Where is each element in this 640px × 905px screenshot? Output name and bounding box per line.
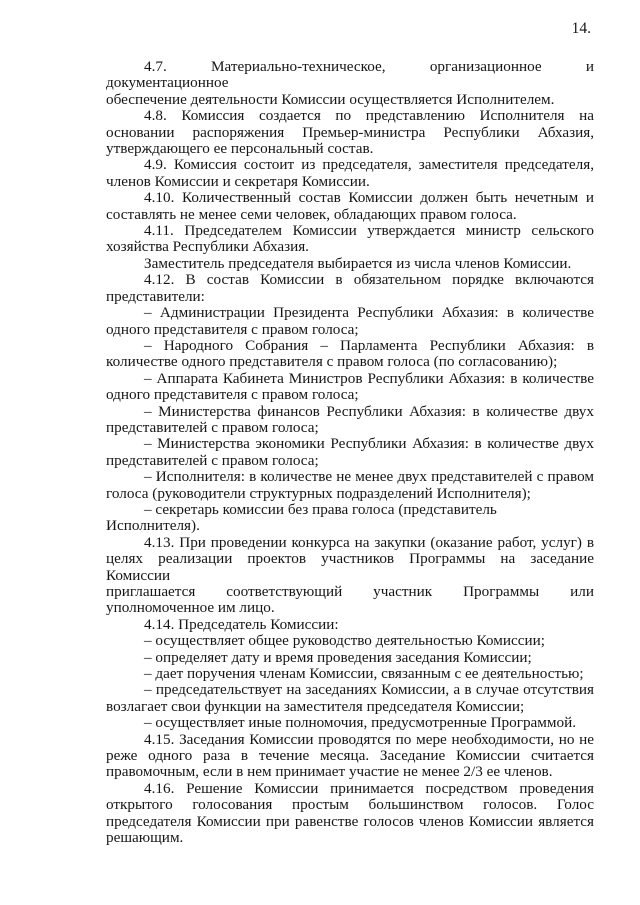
paragraph (106, 633, 594, 649)
text-line: 4.7. Материально-техническое, организационное и документационное (106, 58, 594, 92)
text-line: 4.10. Количественный состав Комиссии должен быть нечетным и (144, 189, 594, 207)
text-line: – определяет дату и время проведения заседания Комиссии; (144, 648, 532, 666)
text-line: – секретарь комиссии без права голоса (представитель Исполнителя). (106, 500, 497, 535)
text-line: – Исполнителя: в количестве не менее двух представителей с правом (144, 468, 594, 486)
text-line: членов Комиссии и секретаря Комиссии. (106, 172, 370, 190)
paragraph (106, 732, 594, 781)
text-line: одного представителя с правом голоса; (106, 320, 359, 338)
paragraph (106, 108, 594, 157)
paragraph (106, 223, 594, 256)
text-line: реже одного раза в течение месяца. Заседание Комиссии считается (106, 747, 594, 765)
text-line: основании распоряжения Премьер-министра Республики Абхазия, (106, 123, 594, 141)
text-line: составлять не менее семи человек, обладающих правом голоса. (106, 205, 517, 223)
text-line: – дает поручения членам Комиссии, связанным с ее деятельностью; (144, 665, 584, 683)
text-line: – Администрации Президента Республики Абхазия: в количестве (144, 304, 594, 322)
text-line: одного представителя с правом голоса; (106, 386, 359, 404)
text-line: целях реализации проектов участников Программы на заседание Комиссии (106, 550, 594, 584)
paragraph (106, 781, 594, 847)
text-line: возлагает свои функции на заместителя председателя Комиссии; (106, 697, 525, 715)
text-line: – осуществляет общее руководство деятельностью Комиссии; (144, 632, 545, 650)
page-number: 14. (571, 20, 591, 37)
text-line: голоса (руководители структурных подразделений Исполнителя); (106, 484, 531, 502)
text-line: приглашается соответствующий участник Программы или (106, 583, 594, 600)
text-line: – председательствует на заседаниях Комиссии, а в случае отсутствия (144, 681, 594, 699)
paragraph (106, 650, 594, 666)
paragraph (106, 404, 594, 437)
paragraph (106, 190, 594, 223)
paragraph (106, 157, 594, 190)
text-line: 4.13. При проведении конкурса на закупки (оказание работ, услуг) в (144, 533, 594, 551)
text-line: представители: (106, 287, 205, 305)
document-body (106, 59, 594, 847)
paragraph (106, 666, 594, 682)
paragraph (106, 305, 594, 338)
paragraph (106, 682, 594, 715)
text-line: 4.9. Комиссия состоит из председателя, заместителя председателя, (144, 156, 594, 174)
text-line: решающим. (106, 829, 184, 847)
text-line: – Министерства экономики Республики Абхазия: в количестве двух (144, 435, 594, 453)
text-line: – Министерства финансов Республики Абхазия: в количестве двух (144, 402, 594, 420)
text-line: представителей с правом голоса; (106, 451, 319, 469)
paragraph (106, 371, 594, 404)
text-line: 4.12. В состав Комиссии в обязательном порядке включаются (144, 271, 594, 289)
paragraph (106, 535, 594, 617)
paragraph (106, 338, 594, 371)
text-line: хозяйства Республики Абхазия. (106, 238, 309, 256)
text-line: утверждающего ее персональный состав. (106, 140, 374, 158)
text-line: – Народного Собрания – Парламента Республики Абхазия: в (144, 336, 594, 354)
paragraph (106, 469, 594, 502)
text-line: уполномоченное им лицо. (106, 599, 275, 617)
paragraph (106, 502, 594, 535)
paragraph (106, 272, 594, 305)
paragraph (106, 715, 594, 731)
text-line: Заместитель председателя выбирается из числа членов Комиссии. (144, 254, 572, 272)
text-line: 4.16. Решение Комиссии принимается посредством проведения (144, 779, 594, 797)
text-line: обеспечение деятельности Комиссии осуществляется Исполнителем. (106, 90, 555, 108)
text-line: – Аппарата Кабинета Министров Республики Абхазия: в количестве (144, 369, 594, 387)
text-line: 4.8. Комиссия создается по представлению Исполнителя на (144, 107, 594, 125)
paragraph (106, 256, 594, 272)
text-line: – осуществляет иные полномочия, предусмотренные Программой. (144, 714, 577, 732)
text-line: представителей с правом голоса; (106, 418, 319, 436)
text-line: правомочным, если в нем принимает участие не менее 2/3 ее членов. (106, 763, 553, 781)
paragraph (106, 617, 594, 633)
text-line: председателя Комиссии при равенстве голосов членов Комиссии является (106, 812, 594, 830)
text-line: 4.11. Председателем Комиссии утверждается министр сельского (144, 222, 594, 240)
paragraph (106, 436, 594, 469)
text-line: открытого голосования простым большинством голосов. Голос (106, 796, 594, 814)
text-line: 4.15. Заседания Комиссии проводятся по мере необходимости, но не (144, 730, 594, 748)
paragraph (106, 59, 594, 108)
text-line: 4.14. Председатель Комиссии: (144, 615, 339, 633)
text-line: количестве одного представителя с правом голоса (по согласованию); (106, 353, 558, 371)
